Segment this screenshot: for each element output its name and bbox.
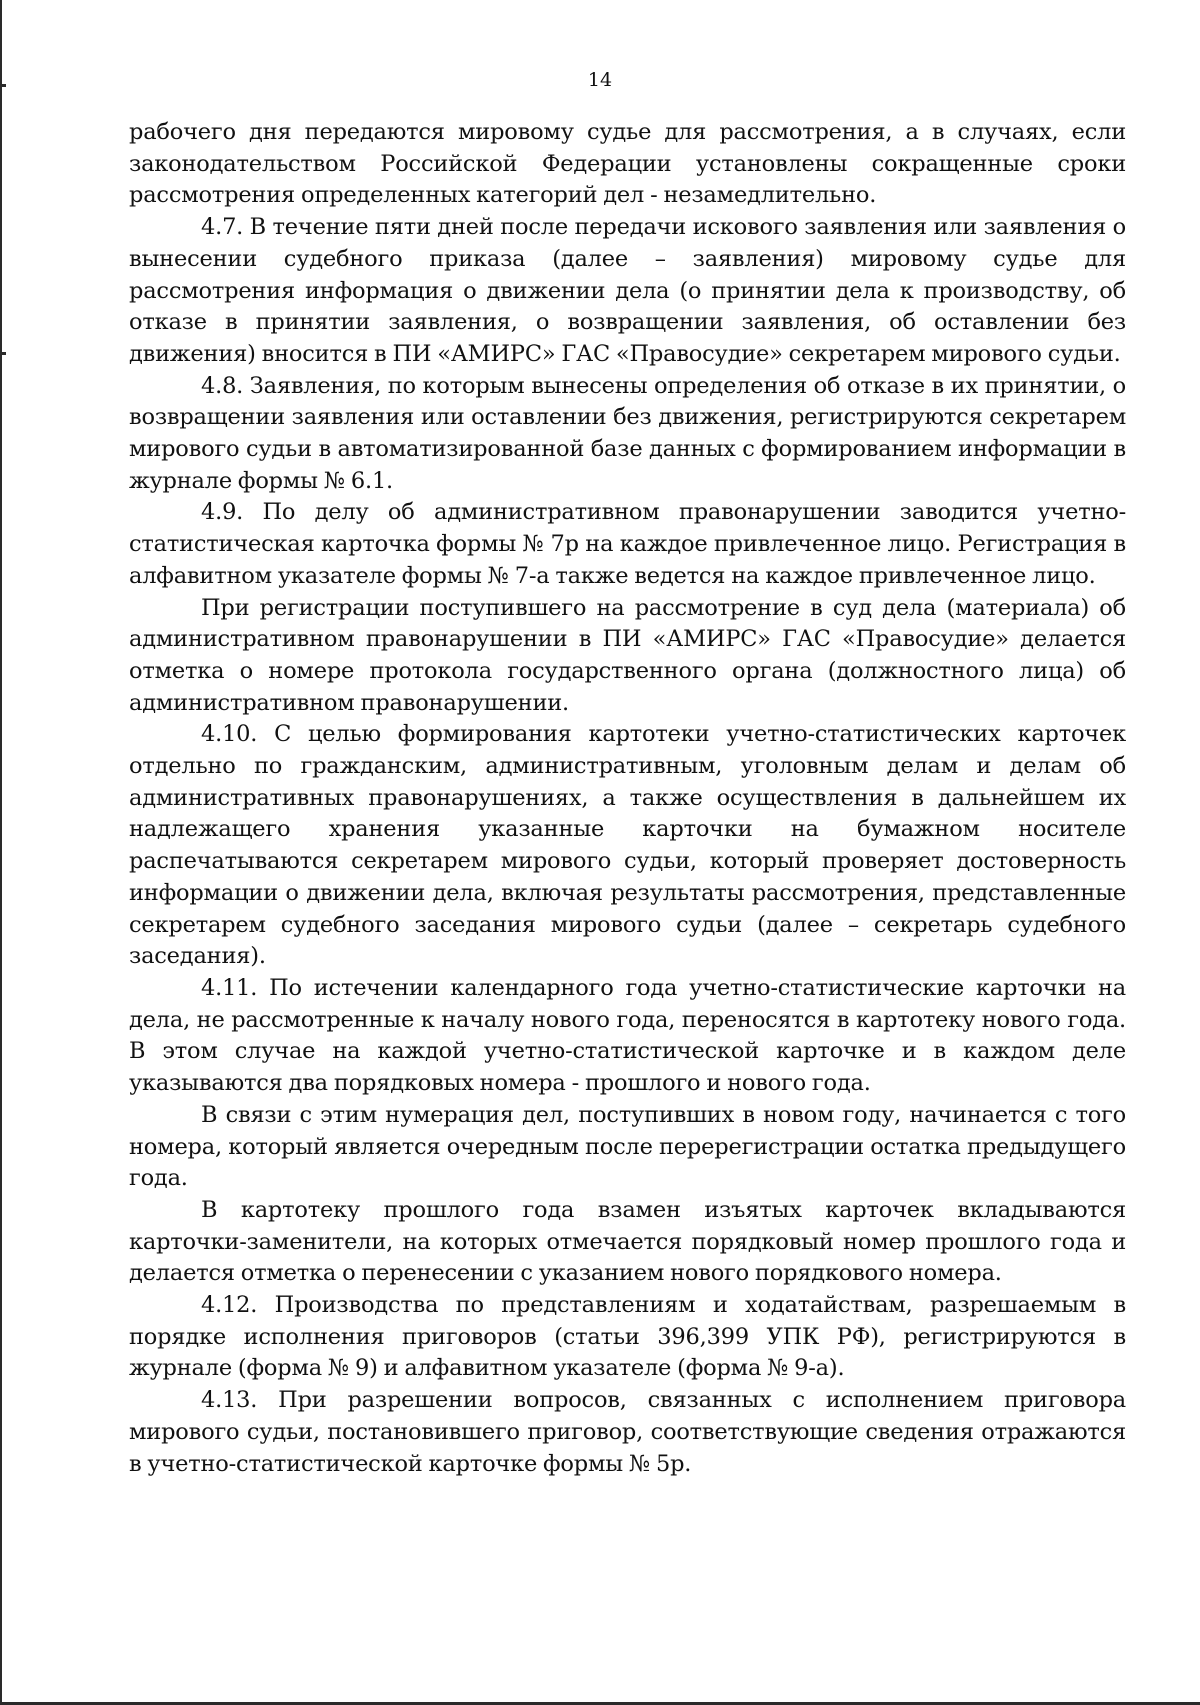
scan-mark	[0, 352, 6, 355]
paragraph-4-10: 4.10. С целью формирования картотеки учетно-статистических карточек отдельно по гражданским, административным, уголовным делам и делам об административных правонарушениях, а также осуществления в дальнейшем их надлежащего хранения указанные карточки на бумажном носителе распечатываются секретарем мирового судьи, который проверяет достоверность информации о движении дела, включая результаты рассмотрения, представленные секретарем судебного заседания мирового судьи (далее – секретарь судебного заседания).	[129, 721, 1126, 970]
paragraph-4-11-numbering: В связи с этим нумерация дел, поступивших в новом году, начинается с того номера, который является очередным после перерегистрации остатка предыдущего года.	[129, 1101, 1126, 1192]
paragraph-continuation: рабочего дня передаются мировому судье для рассмотрения, а в случаях, если законодательством Российской Федерации установлены сокращенные сроки рассмотрения определенных категорий дел - незамедлительно.	[129, 119, 1126, 209]
paragraph-4-11-substitutes: В картотеку прошлого года взамен изъятых карточек вкладываются карточки-заменители, на которых отмечается порядковый номер прошлого года и делается отметка о перенесении с указанием нового порядкового номера.	[129, 1196, 1126, 1287]
paragraph-4-7: 4.7. В течение пяти дней после передачи искового заявления или заявления о вынесении судебного приказа (далее – заявления) мировому судье для рассмотрения информация о движении дела (о принятии дела к производству, об отказе в принятии заявления, о возвращении заявления, об оставлении без движения) вносится в ПИ «АМИРС» ГАС «Правосудие» секретарем мирового судьи.	[129, 214, 1126, 367]
page-number: 14	[587, 69, 613, 91]
paragraph-4-8: 4.8. Заявления, по которым вынесены определения об отказе в их принятии, о возвращении заявления или оставлении без движения, регистрируются секретарем мирового судьи в автоматизированной базе данных с формированием информации в журнале формы № 6.1.	[129, 372, 1126, 494]
paragraph-4-13: 4.13. При разрешении вопросов, связанных с исполнением приговора мирового судьи, постановившего приговор, соответствующие сведения отражаются в учетно-статистической карточке формы № 5р.	[129, 1387, 1126, 1477]
scan-left-edge	[0, 0, 2, 1705]
document-body	[129, 117, 1126, 1480]
paragraph-4-9-registration: При регистрации поступившего на рассмотрение в суд дела (материала) об административном правонарушении в ПИ «АМИРС» ГАС «Правосудие» делается отметка о номере протокола государственного органа (должностного лица) об административном правонарушении.	[129, 594, 1126, 716]
paragraph-4-12: 4.12. Производства по представлениям и ходатайствам, разрешаемым в порядке исполнения приговоров (статьи 396,399 УПК РФ), регистрируются в журнале (форма № 9) и алфавитном указателе (форма № 9-а).	[129, 1292, 1126, 1382]
paragraph-4-11: 4.11. По истечении календарного года учетно-статистические карточки на дела, не рассмотренные к началу нового года, переносятся в картотеку нового года. В этом случае на каждой учетно-статистической карточке и в каждом деле указываются два порядковых номера - прошлого и нового года.	[129, 974, 1126, 1097]
paragraph-4-9: 4.9. По делу об административном правонарушении заводится учетно-статистическая карточка формы № 7р на каждое привлеченное лицо. Регистрация в алфавитном указателе формы № 7-а также ведется на каждое привлеченное лицо.	[129, 499, 1126, 589]
